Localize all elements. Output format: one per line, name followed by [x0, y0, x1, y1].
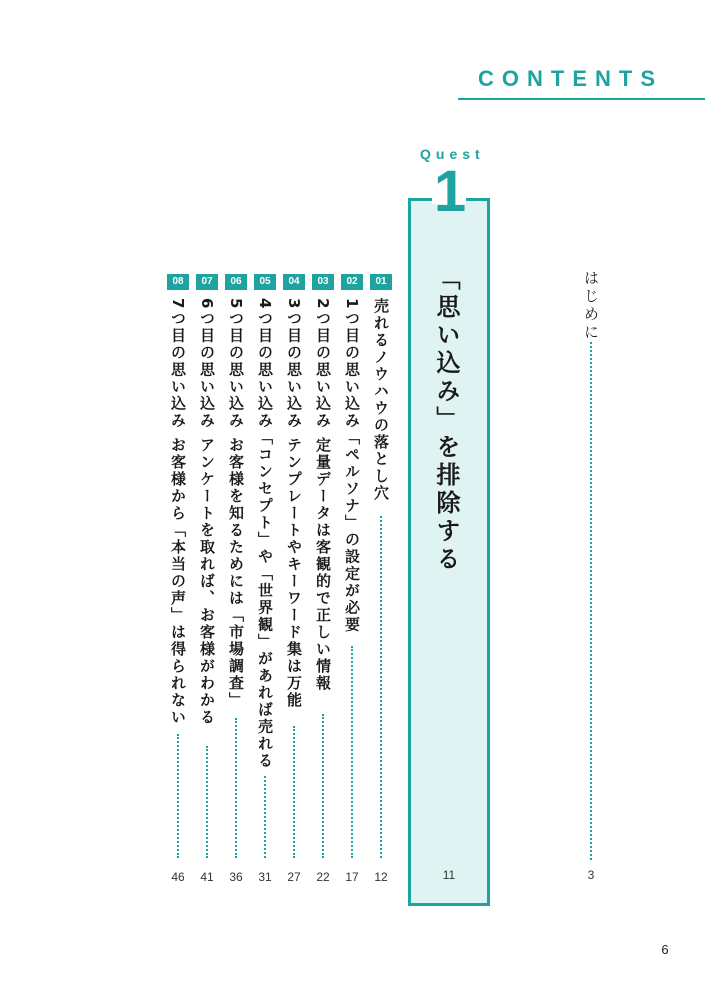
entry-page-number: 31 [258, 870, 272, 884]
entry-leader-dots [264, 776, 266, 858]
quest-number: 1 [433, 159, 467, 224]
entry-title: 売れるノウハウの落とし穴 [372, 298, 390, 502]
quest-title: 「思い込み」を排除する [432, 266, 460, 574]
entry-title: 3つ目の思い込み テンプレートやキーワード集は万能 [285, 298, 303, 709]
entry-page-number: 12 [374, 870, 388, 884]
entry-leader-dots [322, 714, 324, 858]
entry-leader-dots [206, 746, 208, 858]
entry-badge: 08 [167, 274, 189, 290]
entry-page-number: 17 [345, 870, 359, 884]
quest-label: Quest [420, 146, 485, 162]
entry-leader-dots [235, 718, 237, 858]
entry-leader-dots [351, 646, 353, 858]
entry-badge: 05 [254, 274, 276, 290]
entry-title: 4つ目の思い込み「コンセプト」や「世界観」があれば売れる [256, 298, 274, 770]
contents-heading: CONTENTS [478, 66, 663, 91]
entry-badge: 03 [312, 274, 334, 290]
quest-page-number: 11 [442, 868, 456, 882]
entry-badge: 06 [225, 274, 247, 290]
intro-leader-dots [590, 342, 592, 860]
entry-title: 7つ目の思い込み お客様から「本当の声」は得られない [169, 298, 187, 726]
entry-leader-dots [177, 734, 179, 858]
entry-page-number: 27 [287, 870, 301, 884]
entry-badge: 04 [283, 274, 305, 290]
heading-rule [458, 98, 705, 100]
intro-page-number: 3 [587, 868, 595, 882]
entry-page-number: 22 [316, 870, 330, 884]
entry-title: 5つ目の思い込み お客様を知るためには「市場調査」 [227, 298, 245, 709]
entry-leader-dots [380, 516, 382, 858]
entry-page-number: 36 [229, 870, 243, 884]
entry-title: 6つ目の思い込み アンケートを取れば、お客様がわかる [198, 298, 216, 726]
page-folio: 6 [661, 942, 669, 957]
entry-page-number: 41 [200, 870, 214, 884]
entry-leader-dots [293, 726, 295, 858]
entry-page-number: 46 [171, 870, 185, 884]
entry-title: 1つ目の思い込み「ペルソナ」の設定が必要 [343, 298, 361, 634]
entry-title: 2つ目の思い込み 定量データは客観的で正しい情報 [314, 298, 332, 692]
entry-badge: 02 [341, 274, 363, 290]
entry-badge: 07 [196, 274, 218, 290]
intro-title: はじめに [582, 270, 600, 342]
entry-badge: 01 [370, 274, 392, 290]
